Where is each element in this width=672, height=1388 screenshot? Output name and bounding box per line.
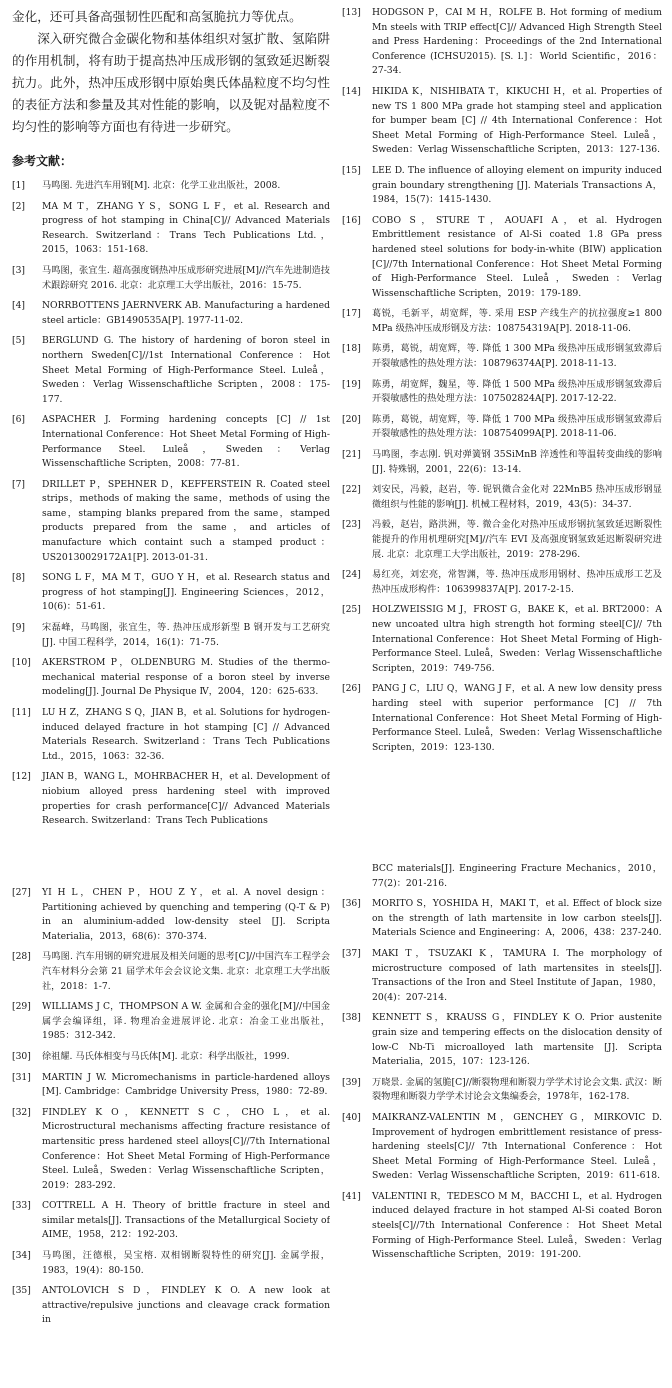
reference-text: WILLIAMS J C，THOMPSON A W. 金属和合金的强化[M]//中国金属学会编译组，译. 物理冶金进展评论. 北京：冶金工业出版社，1985：312-342. (42, 1001, 330, 1042)
reference-number: [1] (12, 180, 26, 191)
reference-number: [27] (12, 887, 31, 898)
reference-text: FINDLEY K O，KENNETT S C，CHO L，et al. Microstructural mechanisms affecting fracture resistance of martensitic press hardened steel alloys[C]//7th International Conference：Hot Sheet Metal Forming of High-Performance Steel. Luleå，Sweden：Verlag Wissenschaftliche Scripten，2019：283-292. (42, 1106, 330, 1191)
reference-item (12, 656, 330, 700)
reference-number: [22] (342, 484, 361, 496)
reference-number: [14] (342, 85, 361, 97)
reference-item (12, 1199, 330, 1243)
reference-item (12, 478, 330, 566)
reference-item (12, 299, 330, 328)
reference-item (12, 1050, 330, 1065)
reference-text: LU H Z，ZHANG S Q，JIAN B，et al. Solutions for hydrogen-induced delayed fracture in hot stamping [C] // Advanced Materials Research. Switzerland：Trans Tech Publications Ltd.，2015，1063：32-36. (42, 707, 330, 762)
reference-text: HODGSON P，CAI M H，ROLFE B. Hot forming of medium Mn steels with TRIP effect[C]// Advanced High Strength Steel and Press Hardening：Proceedings of the 2nd International Conference (ICHSU2015). [S. l.]：World Scientific，2016：27-34. (372, 7, 662, 77)
reference-number: [29] (12, 1001, 31, 1013)
reference-item (342, 6, 662, 79)
reference-text: COTTRELL A H. Theory of brittle fracture in steel and similar metals[J]. Transactions of the Metallurgical Society of AIME，1958，212：192-203. (42, 1200, 330, 1241)
reference-number: [38] (342, 1012, 361, 1024)
reference-text: BERGLUND G. The history of hardening of boron steel in northern Sweden[C]//1st International Conference：Hot Sheet Metal Forming of High-Performance Steel. Luleå，Sweden：Verlag Wissenschaftliche Scripten，2008：175-177. (42, 335, 330, 405)
reference-number: [23] (342, 519, 361, 531)
reference-number: [17] (342, 308, 361, 320)
reference-text: HIKIDA K，NISHIBATA T，KIKUCHI H，et al. Properties of new TS 1 800 MPa grade hot stamping steel and application for bumper beam [C] // 4th International Conference：Hot Sheet Metal Forming of High-Performance Steel. Luleå，Sweden：Verlag Wissenschaftliche Scripten，2013：127-136. (372, 85, 662, 156)
reference-list (342, 6, 662, 755)
reference-number: [32] (12, 1106, 31, 1118)
reference-item (342, 85, 662, 158)
reference-number: [34] (12, 1250, 31, 1262)
reference-number: [40] (342, 1111, 361, 1123)
reference-item (342, 1111, 662, 1184)
reference-text: 万晓景. 金属的氢脆[C]//断裂物理和断裂力学学术讨论会文集. 武汉：断裂物理和断裂力学学术讨论会文集编委会，1978年，162-178. (372, 1076, 662, 1103)
reference-item (12, 1106, 330, 1194)
reference-item (342, 518, 662, 562)
reference-item (12, 200, 330, 258)
reference-text: ASPACHER J. Forming hardening concepts [C] // 1st International Conference：Hot Sheet Metal Forming of High-Performance Steel. Luleå，Sweden：Verlag Wissenschaftliche Scripten，2008：77-81. (42, 414, 330, 470)
reference-item (12, 334, 330, 407)
reference-item (12, 886, 330, 944)
column-left-top (12, 6, 330, 835)
reference-text: 易红亮，刘宏亮，常智渊，等. 热冲压成形用钢材、热冲压成形工艺及热冲压成形构件：106399837A[P]. 2017-2-15. (372, 569, 662, 595)
reference-number: [19] (342, 378, 361, 390)
reference-item (12, 770, 330, 828)
reference-number: [7] (12, 478, 26, 490)
reference-item (342, 568, 662, 597)
column-right-bottom (342, 862, 662, 1269)
reference-item (342, 1190, 662, 1263)
reference-text: 陈勇，葛锐，胡宽辉，等. 降低 1 300 MPa 级热冲压成形钢氢致滞后开裂敏感性的热处理方法：108796374A[P]. 2018-11-13. (372, 343, 662, 370)
reference-item (12, 621, 330, 650)
reference-item (12, 1249, 330, 1278)
reference-number: [21] (342, 449, 361, 461)
reference-item (12, 264, 330, 293)
reference-number: [16] (342, 214, 361, 226)
reference-text: ANTOLOVICH S D，FINDLEY K O. A new look at attractive/repulsive junctions and cleavage crack formation in (42, 1285, 330, 1326)
reference-text: 陈勇，葛锐，胡宽辉，等. 降低 1 700 MPa 级热冲压成形钢氢致滞后开裂敏感性的热处理方法：108754099A[P]. 2018-11-06. (372, 413, 662, 440)
reference-text: HOLZWEISSIG M J，FROST G，BAKE K，et al. BRT2000：A new uncoated ultra high strength hot forming steel[C]// 7th International Conference：Hot Sheet Metal Forming of High-Performance Steel. Luleå，Sweden：Verlag Wissenschaftliche Scripten，2019：749-756. (372, 604, 662, 674)
reference-text: DRILLET P，SPEHNER D，KEFFERSTEIN R. Coated steel strips，methods of making the same，methods of using the same，stamping blanks prepared from the same，stamped products prepared from the same，and articles of manufacture which containt such a stamped product：US20130029172A1[P]. 2013-01-31. (42, 478, 330, 563)
reference-item (12, 706, 330, 764)
reference-item (12, 950, 330, 994)
reference-text: 宋磊峰，马鸣图，张宜生，等. 热冲压成形新型 B 钢开发与工艺研究[J]. 中国工程科学，2014，16(1)：71-75. (42, 622, 330, 648)
reference-text: 马鸣图，李志刚. 钒对弹簧钢 35SiMnB 淬透性和等温转变曲线的影响[J]. 特殊钢，2001，22(6)：13-14. (372, 449, 662, 475)
reference-item (12, 1071, 330, 1100)
reference-text: 马鸣图，汪德根，吴宝榕. 双相钢断裂特性的研究[J]. 金属学报，1983，19(4)：80-150. (42, 1250, 330, 1276)
reference-number: [9] (12, 622, 26, 634)
reference-item (342, 603, 662, 676)
reference-text: AKERSTROM P，OLDENBURG M. Studies of the thermo-mechanical material response of a boron steel by inverse modeling[J]. Journal De Physique Ⅳ，2004，120：625-633. (42, 657, 330, 698)
reference-item (342, 342, 662, 371)
reference-item (342, 483, 662, 512)
reference-number: [3] (12, 264, 26, 276)
reference-number: [31] (12, 1071, 31, 1083)
reference-text: 马鸣图. 汽车用钢的研究进展及相关问题的思考[C]//中国汽车工程学会汽车材料分会第 21 届学术年会会议论文集. 北京：北京理工大学出版社，2018：1-7. (42, 951, 330, 992)
reference-item (12, 179, 330, 194)
column-right-top (342, 6, 662, 761)
reference-text: 冯毅，赵岩，路洪洲，等. 微合金化对热冲压成形钢抗氢致延迟断裂性能提升的作用机理研究[M]//汽车 EVI 及高强度钢氢致延迟断裂研究进展. 北京：北京理工大学出版社，2019：278-296. (372, 519, 662, 560)
reference-text: 葛锐，毛新平，胡宽辉，等. 采用 ESP 产线生产的抗拉强度≥1 800 MPa 级热冲压成形钢及方法：108754319A[P]. 2018-11-06. (372, 308, 662, 334)
reference-item (12, 413, 330, 471)
reference-number: [33] (12, 1200, 31, 1212)
reference-number: [11] (12, 707, 31, 718)
reference-item (12, 1000, 330, 1044)
reference-number: [8] (12, 572, 26, 584)
reference-number: [10] (12, 657, 31, 669)
reference-text: MORITO S，YOSHIDA H，MAKI T，et al. Effect of block size on the strength of lath martensite in low carbon steels[J]. Materials Science and Engineering：A，2006，438：237-240. (372, 898, 662, 939)
reference-text: 马鸣图. 先进汽车用钢[M]. 北京：化学工业出版社，2008. (42, 180, 281, 191)
reference-list (12, 886, 330, 1328)
reference-item (342, 947, 662, 1005)
reference-text: 陈勇，胡宽辉，魏星，等. 降低 1 500 MPa 级热冲压成形钢氢致滞后开裂敏感性的热处理方法：107502824A[P]. 2017-12-22. (372, 378, 662, 405)
reference-text: 马鸣图，张宜生. 超高强度钢热冲压成形研究进展[M]//汽车先进制造技术跟踪研究 2016. 北京：北京理工大学出版社，2016：15-75. (42, 264, 330, 291)
reference-text: MAIKRANZ-VALENTIN M，GENCHEY G，MIRKOVIC D. Improvement of hydrogen embrittlement resistance of press-hardening steels[C]// 7th International Conference：Hot Sheet Metal Forming of High-Performance Steel. Luleå，Sweden：Verlag Wissenschaftliche Scripten，2019：611-618. (372, 1111, 662, 1182)
reference-number: [28] (12, 951, 31, 963)
reference-number: [41] (342, 1190, 361, 1202)
reference-text: LEE D. The influence of alloying element on impurity induced grain boundary strengthening [J]. Materials Transactions A，1984，15(7)：1415-1430. (372, 164, 662, 206)
reference-item (342, 1011, 662, 1069)
reference-number: [12] (12, 771, 31, 783)
reference-item (12, 1284, 330, 1328)
reference-text: YI H L，CHEN P，HOU Z Y，et al. A novel design：Partitioning achieved by quenching and tempering (Q-T & P) in an aluminium-added low-density steel [J]. Scripta Materialia，2013，68(6)：370-374. (42, 887, 330, 942)
reference-text: 刘安民，冯毅，赵岩，等. 铌钒微合金化对 22MnB5 热冲压成形钢显微组织与性能的影响[J]. 机械工程材料，2019，43(5)：34-37. (372, 484, 662, 510)
reference-item (342, 682, 662, 755)
reference-item (12, 571, 330, 615)
reference-number: [15] (342, 164, 361, 176)
reference-number: [26] (342, 683, 361, 695)
reference-number: [37] (342, 947, 361, 959)
reference-number: [36] (342, 898, 361, 910)
reference-number: [5] (12, 335, 26, 347)
reference-item (342, 1076, 662, 1105)
reference-text: MAKI T，TSUZAKI K，TAMURA I. The morphology of microstructure composed of lath martensites in steels[J]. Transactions of the Iron and Steel Institute of Japan，1980，20(4)：207-214. (372, 947, 662, 1003)
reference-list (342, 897, 662, 1263)
reference-text: MARTIN J W. Micromechanisms in particle-hardened alloys [M]. Cambridge：Cambridge University Press，1980：72-89. (42, 1071, 330, 1098)
reference-text: VALENTINI R，TEDESCO M M，BACCHI L，et al. Hydrogen induced delayed fracture in hot stamped Al-Si coated Boron steels[C]//7th International Conference：Hot Sheet Metal Forming of High-Performance Steel. Luleå，Sweden：Verlag Wissenschaftliche Scripten，2019：191-200. (372, 1190, 662, 1261)
reference-item (342, 413, 662, 442)
reference-number: [20] (342, 413, 361, 425)
reference-number: [30] (12, 1050, 31, 1062)
reference-number: [13] (342, 7, 361, 18)
reference-list (12, 179, 330, 829)
reference-number: [25] (342, 604, 361, 616)
reference-text: NORRBOTTENS JAERNVERK AB. Manufacturing a hardened steel article：GB1490535A[P]. 1977-11-02. (42, 300, 330, 326)
reference-text: KENNETT S，KRAUSS G，FINDLEY K O. Prior austenite grain size and tempering effects on the dislocation density of low-C Nb-Ti microalloyed lath martensite [J]. Scripta Materialia，2015，107：123-126. (372, 1012, 662, 1068)
reference-item (342, 214, 662, 302)
reference-item (342, 448, 662, 477)
column-left-bottom (12, 886, 330, 1334)
reference-number: [24] (342, 569, 361, 581)
reference-text: MA M T，ZHANG Y S，SONG L F，et al. Research and progress of hot stamping in China[C]// Advanced Materials Research. Switzerland：Trans Tech Publications Ltd.，2015，1063：151-168. (42, 200, 330, 256)
reference-text: JIAN B，WANG L，MOHRBACHER H，et al. Development of niobium alloyed press hardening steel with improved properties for crash performance[C]// Advanced Materials Research. Switzerland：Trans Tech Publications (42, 771, 330, 827)
reference-number: [18] (342, 343, 361, 355)
reference-text: SONG L F，MA M T，GUO Y H，et al. Research status and progress of hot stamping[J]. Engineering Sciences，2012，10(6)：51-61. (42, 572, 330, 613)
reference-number: [39] (342, 1076, 361, 1088)
reference-item (342, 307, 662, 336)
reference-number: [4] (12, 300, 26, 312)
reference-text: PANG J C，LIU Q，WANG J F，et al. A new low density press harding steel with superior performance [C] // 7th International Conference：Hot Sheet Metal Forming of High-Performance Steel. Luleå，Sweden：Verlag Wissenschaftliche Scripten，2019：123-130. (372, 683, 662, 753)
reference-text: COBO S，STURE T，AOUAFI A，et al. Hydrogen Embrittlement resistance of Al-Si coated 1.8 GPa press hardened steel solutions for body-in-white (BIW) application [C]//7th International Conference：Hot Sheet Metal Forming of High-Performance Steel. Luleå，Sweden：Verlag Wissenschaftliche Scripten，2019：179-189. (372, 214, 662, 299)
intro-tail: 金化，还可具备高强韧性匹配和高氢脆抗力等优点。 (12, 9, 302, 24)
reference-continuation: BCC materials[J]. Engineering Fracture Mechanics，2010，77(2)：201-216. (372, 863, 662, 889)
reference-item (342, 897, 662, 941)
intro-paragraph: 深入研究微合金碳化物和基体组织对氢扩散、氢陷阱的作用机制，将有助于提高热冲压成形钢的氢致延迟断裂抗力。此外，热冲压成形钢中原始奥氏体晶粒度不均匀性的表征方法和参量及其对性能的影响，以及铌对晶粒度不均匀性的影响等方面也有待进一步研究。 (12, 31, 330, 134)
reference-item (342, 164, 662, 208)
reference-item (342, 378, 662, 407)
reference-number: [2] (12, 200, 26, 212)
references-heading: 参考文献： (12, 154, 73, 168)
reference-text: 徐祖耀. 马氏体相变与马氏体[M]. 北京：科学出版社，1999. (42, 1050, 290, 1062)
reference-number: [6] (12, 414, 26, 426)
reference-number: [35] (12, 1285, 31, 1297)
